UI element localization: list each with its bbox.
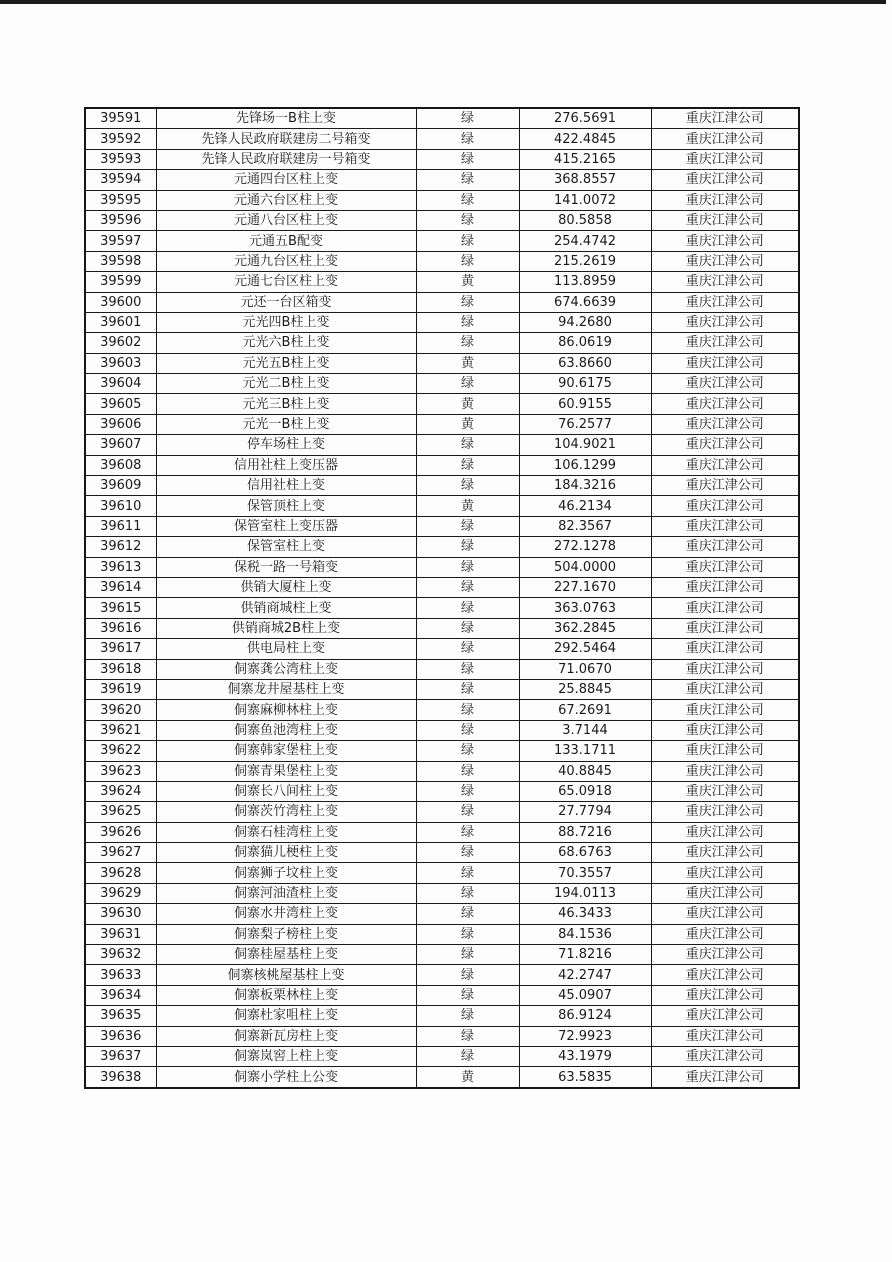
table-row bbox=[85, 353, 799, 373]
cell-status: 绿 bbox=[416, 557, 519, 577]
table-row bbox=[85, 496, 799, 516]
cell-value: 45.0907 bbox=[519, 985, 651, 1005]
cell-company: 重庆江津公司 bbox=[651, 843, 799, 863]
table-row bbox=[85, 965, 799, 985]
table-row bbox=[85, 720, 799, 740]
table-row bbox=[85, 924, 799, 944]
table-row bbox=[85, 1006, 799, 1026]
table-row bbox=[85, 170, 799, 190]
cell-id: 39591 bbox=[85, 108, 156, 129]
table-row bbox=[85, 516, 799, 536]
cell-value: 80.5858 bbox=[519, 210, 651, 230]
cell-name: 保管顶柱上变 bbox=[156, 496, 416, 516]
cell-value: 504.0000 bbox=[519, 557, 651, 577]
cell-name: 先锋人民政府联建房二号箱变 bbox=[156, 129, 416, 149]
cell-status: 黄 bbox=[416, 394, 519, 414]
cell-name: 元通五B配变 bbox=[156, 231, 416, 251]
cell-id: 39632 bbox=[85, 945, 156, 965]
cell-name: 先锋人民政府联建房一号箱变 bbox=[156, 149, 416, 169]
table-row bbox=[85, 557, 799, 577]
cell-id: 39626 bbox=[85, 822, 156, 842]
cell-id: 39608 bbox=[85, 455, 156, 475]
cell-value: 25.8845 bbox=[519, 679, 651, 699]
cell-name: 侗寨茨竹湾柱上变 bbox=[156, 802, 416, 822]
cell-name: 侗寨小学柱上公变 bbox=[156, 1067, 416, 1088]
table-row bbox=[85, 210, 799, 230]
cell-value: 63.5835 bbox=[519, 1067, 651, 1088]
cell-status: 黄 bbox=[416, 353, 519, 373]
table-row bbox=[85, 292, 799, 312]
cell-company: 重庆江津公司 bbox=[651, 353, 799, 373]
cell-name: 侗寨猫儿梗柱上变 bbox=[156, 843, 416, 863]
table-body bbox=[85, 108, 799, 1088]
table-row bbox=[85, 149, 799, 169]
transformer-table bbox=[84, 107, 800, 1089]
cell-company: 重庆江津公司 bbox=[651, 761, 799, 781]
cell-id: 39609 bbox=[85, 476, 156, 496]
cell-name: 侗寨韩家堡柱上变 bbox=[156, 741, 416, 761]
cell-value: 368.8557 bbox=[519, 170, 651, 190]
cell-id: 39602 bbox=[85, 333, 156, 353]
table-row bbox=[85, 394, 799, 414]
cell-id: 39622 bbox=[85, 741, 156, 761]
cell-value: 70.3557 bbox=[519, 863, 651, 883]
cell-value: 46.2134 bbox=[519, 496, 651, 516]
cell-value: 415.2165 bbox=[519, 149, 651, 169]
cell-company: 重庆江津公司 bbox=[651, 1006, 799, 1026]
cell-id: 39614 bbox=[85, 577, 156, 597]
cell-id: 39633 bbox=[85, 965, 156, 985]
cell-name: 保管室柱上变 bbox=[156, 537, 416, 557]
cell-status: 绿 bbox=[416, 210, 519, 230]
cell-company: 重庆江津公司 bbox=[651, 924, 799, 944]
cell-name: 供销商城2B柱上变 bbox=[156, 618, 416, 638]
cell-company: 重庆江津公司 bbox=[651, 1046, 799, 1066]
cell-status: 绿 bbox=[416, 333, 519, 353]
cell-status: 绿 bbox=[416, 108, 519, 129]
cell-name: 供电局柱上变 bbox=[156, 639, 416, 659]
table-row bbox=[85, 659, 799, 679]
cell-status: 绿 bbox=[416, 129, 519, 149]
cell-status: 绿 bbox=[416, 231, 519, 251]
cell-company: 重庆江津公司 bbox=[651, 149, 799, 169]
cell-status: 黄 bbox=[416, 272, 519, 292]
cell-id: 39605 bbox=[85, 394, 156, 414]
cell-value: 94.2680 bbox=[519, 312, 651, 332]
cell-status: 绿 bbox=[416, 1006, 519, 1026]
cell-status: 绿 bbox=[416, 292, 519, 312]
table-row bbox=[85, 598, 799, 618]
cell-value: 363.0763 bbox=[519, 598, 651, 618]
table-row bbox=[85, 761, 799, 781]
cell-value: 113.8959 bbox=[519, 272, 651, 292]
cell-id: 39601 bbox=[85, 312, 156, 332]
cell-id: 39593 bbox=[85, 149, 156, 169]
cell-status: 绿 bbox=[416, 985, 519, 1005]
cell-name: 侗寨岚窖上柱上变 bbox=[156, 1046, 416, 1066]
cell-status: 绿 bbox=[416, 435, 519, 455]
cell-status: 绿 bbox=[416, 1046, 519, 1066]
cell-value: 106.1299 bbox=[519, 455, 651, 475]
cell-id: 39594 bbox=[85, 170, 156, 190]
cell-name: 供销商城柱上变 bbox=[156, 598, 416, 618]
cell-company: 重庆江津公司 bbox=[651, 577, 799, 597]
cell-status: 黄 bbox=[416, 414, 519, 434]
cell-name: 元光一B柱上变 bbox=[156, 414, 416, 434]
cell-name: 侗寨鱼池湾柱上变 bbox=[156, 720, 416, 740]
cell-id: 39610 bbox=[85, 496, 156, 516]
cell-id: 39623 bbox=[85, 761, 156, 781]
cell-name: 侗寨龙井屋基柱上变 bbox=[156, 679, 416, 699]
cell-company: 重庆江津公司 bbox=[651, 312, 799, 332]
cell-company: 重庆江津公司 bbox=[651, 394, 799, 414]
cell-status: 绿 bbox=[416, 639, 519, 659]
cell-status: 绿 bbox=[416, 516, 519, 536]
cell-company: 重庆江津公司 bbox=[651, 802, 799, 822]
cell-name: 元通七台区柱上变 bbox=[156, 272, 416, 292]
cell-company: 重庆江津公司 bbox=[651, 231, 799, 251]
cell-name: 侗寨河油渣柱上变 bbox=[156, 883, 416, 903]
cell-value: 254.4742 bbox=[519, 231, 651, 251]
cell-company: 重庆江津公司 bbox=[651, 333, 799, 353]
cell-status: 绿 bbox=[416, 312, 519, 332]
cell-value: 42.2747 bbox=[519, 965, 651, 985]
cell-name: 侗寨板栗林柱上变 bbox=[156, 985, 416, 1005]
cell-id: 39634 bbox=[85, 985, 156, 1005]
table-row bbox=[85, 843, 799, 863]
cell-name: 先锋场一B柱上变 bbox=[156, 108, 416, 129]
cell-name: 侗寨石桂湾柱上变 bbox=[156, 822, 416, 842]
cell-value: 3.7144 bbox=[519, 720, 651, 740]
table-row bbox=[85, 455, 799, 475]
cell-company: 重庆江津公司 bbox=[651, 516, 799, 536]
cell-value: 227.1670 bbox=[519, 577, 651, 597]
table-row bbox=[85, 374, 799, 394]
cell-id: 39598 bbox=[85, 251, 156, 271]
cell-company: 重庆江津公司 bbox=[651, 272, 799, 292]
cell-value: 27.7794 bbox=[519, 802, 651, 822]
cell-value: 46.3433 bbox=[519, 904, 651, 924]
cell-status: 绿 bbox=[416, 945, 519, 965]
cell-id: 39616 bbox=[85, 618, 156, 638]
cell-id: 39611 bbox=[85, 516, 156, 536]
cell-value: 86.9124 bbox=[519, 1006, 651, 1026]
cell-status: 绿 bbox=[416, 883, 519, 903]
cell-name: 侗寨桂屋基柱上变 bbox=[156, 945, 416, 965]
cell-id: 39603 bbox=[85, 353, 156, 373]
cell-company: 重庆江津公司 bbox=[651, 985, 799, 1005]
cell-name: 侗寨水井湾柱上变 bbox=[156, 904, 416, 924]
cell-name: 侗寨青果堡柱上变 bbox=[156, 761, 416, 781]
cell-company: 重庆江津公司 bbox=[651, 945, 799, 965]
cell-value: 63.8660 bbox=[519, 353, 651, 373]
cell-company: 重庆江津公司 bbox=[651, 700, 799, 720]
cell-value: 65.0918 bbox=[519, 781, 651, 801]
cell-company: 重庆江津公司 bbox=[651, 537, 799, 557]
cell-company: 重庆江津公司 bbox=[651, 679, 799, 699]
cell-name: 元光四B柱上变 bbox=[156, 312, 416, 332]
cell-status: 绿 bbox=[416, 476, 519, 496]
table-row bbox=[85, 945, 799, 965]
cell-name: 侗寨新瓦房柱上变 bbox=[156, 1026, 416, 1046]
cell-company: 重庆江津公司 bbox=[651, 476, 799, 496]
cell-company: 重庆江津公司 bbox=[651, 598, 799, 618]
cell-value: 43.1979 bbox=[519, 1046, 651, 1066]
table-row bbox=[85, 231, 799, 251]
cell-name: 侗寨梨子榜柱上变 bbox=[156, 924, 416, 944]
cell-status: 绿 bbox=[416, 863, 519, 883]
cell-status: 绿 bbox=[416, 741, 519, 761]
cell-status: 绿 bbox=[416, 577, 519, 597]
cell-value: 90.6175 bbox=[519, 374, 651, 394]
cell-company: 重庆江津公司 bbox=[651, 720, 799, 740]
table-row bbox=[85, 883, 799, 903]
cell-company: 重庆江津公司 bbox=[651, 129, 799, 149]
cell-id: 39592 bbox=[85, 129, 156, 149]
table-row bbox=[85, 904, 799, 924]
cell-status: 绿 bbox=[416, 924, 519, 944]
cell-status: 绿 bbox=[416, 781, 519, 801]
table-row bbox=[85, 190, 799, 210]
cell-company: 重庆江津公司 bbox=[651, 822, 799, 842]
cell-company: 重庆江津公司 bbox=[651, 374, 799, 394]
cell-company: 重庆江津公司 bbox=[651, 455, 799, 475]
table-row bbox=[85, 1026, 799, 1046]
cell-name: 元光三B柱上变 bbox=[156, 394, 416, 414]
cell-id: 39638 bbox=[85, 1067, 156, 1088]
cell-id: 39619 bbox=[85, 679, 156, 699]
cell-status: 绿 bbox=[416, 251, 519, 271]
cell-value: 292.5464 bbox=[519, 639, 651, 659]
cell-name: 元通九台区柱上变 bbox=[156, 251, 416, 271]
cell-status: 绿 bbox=[416, 598, 519, 618]
cell-company: 重庆江津公司 bbox=[651, 1067, 799, 1088]
cell-name: 元通四台区柱上变 bbox=[156, 170, 416, 190]
cell-name: 供销大厦柱上变 bbox=[156, 577, 416, 597]
cell-name: 侗寨狮子坟柱上变 bbox=[156, 863, 416, 883]
cell-id: 39620 bbox=[85, 700, 156, 720]
cell-status: 绿 bbox=[416, 802, 519, 822]
table-row bbox=[85, 639, 799, 659]
cell-value: 215.2619 bbox=[519, 251, 651, 271]
cell-id: 39628 bbox=[85, 863, 156, 883]
cell-value: 194.0113 bbox=[519, 883, 651, 903]
cell-company: 重庆江津公司 bbox=[651, 557, 799, 577]
cell-name: 信用社柱上变压器 bbox=[156, 455, 416, 475]
cell-value: 72.9923 bbox=[519, 1026, 651, 1046]
cell-id: 39612 bbox=[85, 537, 156, 557]
cell-status: 绿 bbox=[416, 374, 519, 394]
table-row bbox=[85, 822, 799, 842]
table-row bbox=[85, 618, 799, 638]
table-row bbox=[85, 985, 799, 1005]
cell-id: 39596 bbox=[85, 210, 156, 230]
cell-name: 保管室柱上变压器 bbox=[156, 516, 416, 536]
cell-id: 39627 bbox=[85, 843, 156, 863]
cell-status: 绿 bbox=[416, 170, 519, 190]
cell-value: 88.7216 bbox=[519, 822, 651, 842]
table-row bbox=[85, 312, 799, 332]
cell-company: 重庆江津公司 bbox=[651, 190, 799, 210]
cell-name: 元通八台区柱上变 bbox=[156, 210, 416, 230]
cell-id: 39637 bbox=[85, 1046, 156, 1066]
cell-id: 39613 bbox=[85, 557, 156, 577]
cell-company: 重庆江津公司 bbox=[651, 883, 799, 903]
cell-value: 86.0619 bbox=[519, 333, 651, 353]
cell-value: 422.4845 bbox=[519, 129, 651, 149]
cell-status: 绿 bbox=[416, 965, 519, 985]
cell-company: 重庆江津公司 bbox=[651, 170, 799, 190]
cell-value: 60.9155 bbox=[519, 394, 651, 414]
cell-company: 重庆江津公司 bbox=[651, 251, 799, 271]
scan-edge-artifact bbox=[0, 0, 886, 4]
cell-value: 104.9021 bbox=[519, 435, 651, 455]
cell-value: 184.3216 bbox=[519, 476, 651, 496]
cell-status: 绿 bbox=[416, 190, 519, 210]
table-row bbox=[85, 129, 799, 149]
cell-id: 39604 bbox=[85, 374, 156, 394]
cell-status: 绿 bbox=[416, 455, 519, 475]
cell-status: 绿 bbox=[416, 720, 519, 740]
table-row bbox=[85, 1067, 799, 1088]
cell-company: 重庆江津公司 bbox=[651, 965, 799, 985]
table-row bbox=[85, 108, 799, 129]
table-row bbox=[85, 251, 799, 271]
cell-name: 侗寨核桃屋基柱上变 bbox=[156, 965, 416, 985]
cell-id: 39624 bbox=[85, 781, 156, 801]
cell-company: 重庆江津公司 bbox=[651, 435, 799, 455]
table-row bbox=[85, 476, 799, 496]
cell-value: 71.8216 bbox=[519, 945, 651, 965]
cell-company: 重庆江津公司 bbox=[651, 904, 799, 924]
cell-value: 76.2577 bbox=[519, 414, 651, 434]
cell-status: 绿 bbox=[416, 618, 519, 638]
cell-name: 停车场柱上变 bbox=[156, 435, 416, 455]
cell-company: 重庆江津公司 bbox=[651, 292, 799, 312]
cell-id: 39629 bbox=[85, 883, 156, 903]
cell-company: 重庆江津公司 bbox=[651, 108, 799, 129]
cell-id: 39615 bbox=[85, 598, 156, 618]
cell-value: 67.2691 bbox=[519, 700, 651, 720]
cell-name: 元光二B柱上变 bbox=[156, 374, 416, 394]
cell-value: 276.5691 bbox=[519, 108, 651, 129]
cell-status: 绿 bbox=[416, 761, 519, 781]
cell-name: 侗寨麻柳林柱上变 bbox=[156, 700, 416, 720]
cell-value: 68.6763 bbox=[519, 843, 651, 863]
cell-status: 绿 bbox=[416, 843, 519, 863]
cell-name: 侗寨杜家咀柱上变 bbox=[156, 1006, 416, 1026]
cell-id: 39617 bbox=[85, 639, 156, 659]
table-row bbox=[85, 537, 799, 557]
cell-status: 绿 bbox=[416, 1026, 519, 1046]
cell-id: 39600 bbox=[85, 292, 156, 312]
cell-status: 黄 bbox=[416, 496, 519, 516]
cell-value: 133.1711 bbox=[519, 741, 651, 761]
cell-name: 保税一路一号箱变 bbox=[156, 557, 416, 577]
cell-status: 黄 bbox=[416, 1067, 519, 1088]
cell-id: 39599 bbox=[85, 272, 156, 292]
cell-value: 674.6639 bbox=[519, 292, 651, 312]
cell-name: 元还一台区箱变 bbox=[156, 292, 416, 312]
cell-company: 重庆江津公司 bbox=[651, 496, 799, 516]
cell-value: 82.3567 bbox=[519, 516, 651, 536]
cell-value: 362.2845 bbox=[519, 618, 651, 638]
cell-status: 绿 bbox=[416, 149, 519, 169]
cell-company: 重庆江津公司 bbox=[651, 741, 799, 761]
cell-id: 39606 bbox=[85, 414, 156, 434]
cell-value: 141.0072 bbox=[519, 190, 651, 210]
cell-id: 39625 bbox=[85, 802, 156, 822]
table-row bbox=[85, 577, 799, 597]
cell-status: 绿 bbox=[416, 700, 519, 720]
cell-name: 侗寨长八间柱上变 bbox=[156, 781, 416, 801]
cell-company: 重庆江津公司 bbox=[651, 639, 799, 659]
cell-value: 40.8845 bbox=[519, 761, 651, 781]
cell-company: 重庆江津公司 bbox=[651, 414, 799, 434]
table-row bbox=[85, 272, 799, 292]
cell-status: 绿 bbox=[416, 537, 519, 557]
table-row bbox=[85, 1046, 799, 1066]
cell-name: 侗寨龚公湾柱上变 bbox=[156, 659, 416, 679]
cell-company: 重庆江津公司 bbox=[651, 618, 799, 638]
cell-name: 元光五B柱上变 bbox=[156, 353, 416, 373]
cell-id: 39621 bbox=[85, 720, 156, 740]
table-row bbox=[85, 863, 799, 883]
table-row bbox=[85, 679, 799, 699]
cell-value: 272.1278 bbox=[519, 537, 651, 557]
cell-id: 39636 bbox=[85, 1026, 156, 1046]
cell-company: 重庆江津公司 bbox=[651, 210, 799, 230]
table-row bbox=[85, 333, 799, 353]
cell-name: 信用社柱上变 bbox=[156, 476, 416, 496]
cell-name: 元通六台区柱上变 bbox=[156, 190, 416, 210]
cell-status: 绿 bbox=[416, 822, 519, 842]
table-row bbox=[85, 700, 799, 720]
table-row bbox=[85, 414, 799, 434]
table-row bbox=[85, 802, 799, 822]
cell-id: 39595 bbox=[85, 190, 156, 210]
cell-id: 39630 bbox=[85, 904, 156, 924]
cell-value: 84.1536 bbox=[519, 924, 651, 944]
cell-id: 39597 bbox=[85, 231, 156, 251]
cell-status: 绿 bbox=[416, 679, 519, 699]
table-row bbox=[85, 781, 799, 801]
cell-id: 39607 bbox=[85, 435, 156, 455]
cell-id: 39631 bbox=[85, 924, 156, 944]
cell-company: 重庆江津公司 bbox=[651, 1026, 799, 1046]
cell-company: 重庆江津公司 bbox=[651, 781, 799, 801]
table-row bbox=[85, 741, 799, 761]
cell-id: 39635 bbox=[85, 1006, 156, 1026]
table-row bbox=[85, 435, 799, 455]
cell-value: 71.0670 bbox=[519, 659, 651, 679]
cell-name: 元光六B柱上变 bbox=[156, 333, 416, 353]
cell-id: 39618 bbox=[85, 659, 156, 679]
cell-status: 绿 bbox=[416, 659, 519, 679]
cell-company: 重庆江津公司 bbox=[651, 863, 799, 883]
cell-company: 重庆江津公司 bbox=[651, 659, 799, 679]
cell-status: 绿 bbox=[416, 904, 519, 924]
